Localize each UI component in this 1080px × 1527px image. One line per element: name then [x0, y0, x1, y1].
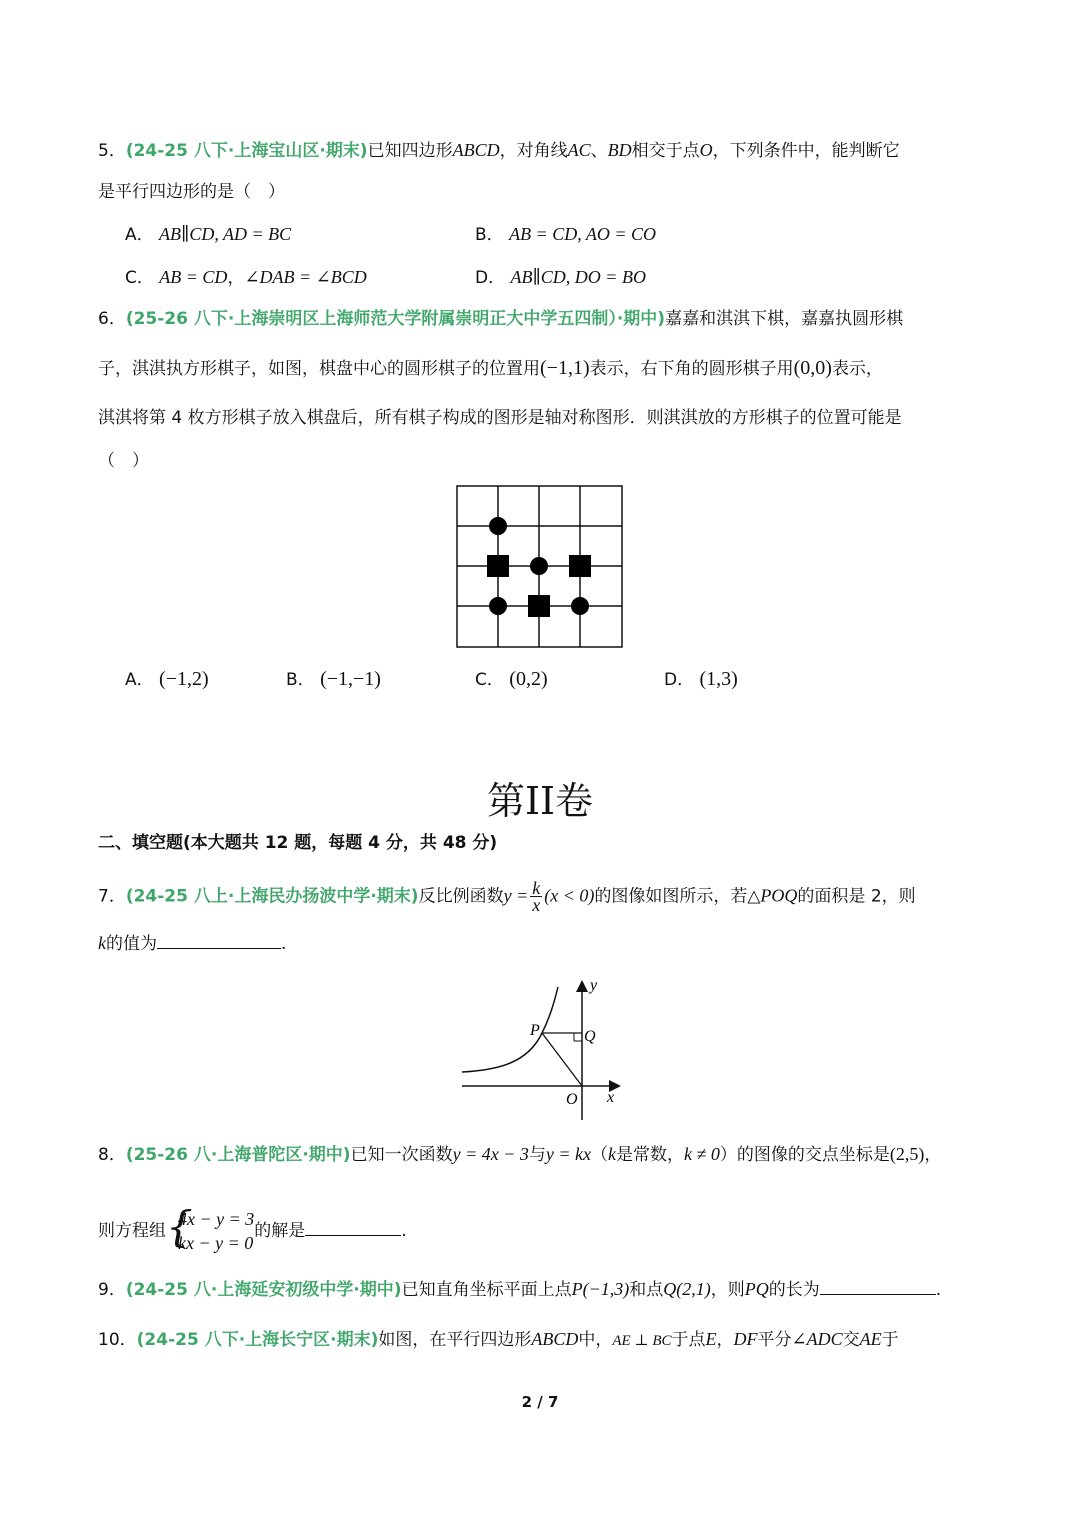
q8-k-nonzero: k ≠ 0: [683, 1144, 720, 1164]
q8-equation2: kx − y = 0: [178, 1233, 254, 1253]
square-piece: [569, 555, 591, 577]
option-label: D．: [475, 268, 506, 288]
q6-option-b[interactable]: [286, 668, 381, 691]
option-math: AB∥CD, AD = BC: [159, 224, 292, 244]
q8-equation1: 4x − y = 3: [178, 1209, 255, 1229]
q7-stem: 的图像如图所示，若△: [594, 886, 761, 907]
label-p: P: [530, 1022, 540, 1039]
option-math: (−1,2): [159, 668, 209, 690]
q10-stem: 如图，在平行四边形: [378, 1330, 532, 1350]
q8-period: .: [401, 1221, 407, 1241]
q5-stem: ，对角线: [499, 141, 568, 161]
q9-source: (24-25 八·上海延安初级中学·期中): [125, 1280, 402, 1300]
q5-option-b[interactable]: [475, 223, 656, 246]
q9-pq: PQ: [744, 1279, 769, 1299]
q6-stem: 嘉嘉和淇淇下棋，嘉嘉执圆形棋: [665, 309, 904, 329]
q7-line1: [98, 880, 916, 913]
option-comma: ，: [227, 268, 245, 288]
q6-coord-corner: (0,0): [793, 357, 832, 379]
q7-period: .: [281, 934, 287, 954]
q10-stem: 平分: [757, 1330, 792, 1350]
q9-stem: 的长为: [768, 1280, 820, 1300]
q7-source: (24-25 八上·上海民办扬波中学·期末): [125, 886, 419, 907]
q6-line3: 淇淇将第 4 枚方形棋子放入棋盘后，所有棋子构成的图形是轴对称图形．则淇淇放的方形棋子的位置可能是: [98, 408, 902, 428]
q5-line2: 是平行四边形的是（ ）: [98, 182, 285, 202]
q10-point-e: E: [705, 1329, 717, 1349]
q7-y-eq: y =: [503, 885, 529, 906]
q6-number: 6．: [98, 309, 126, 329]
option-math: ∠DAB = ∠BCD: [244, 267, 367, 287]
option-label: B．: [475, 225, 504, 245]
q9-stem: 已知直角坐标平面上点: [401, 1280, 572, 1300]
fraction-denominator: x: [532, 895, 541, 915]
round-piece: [571, 597, 589, 615]
q9-stem: ，则: [710, 1280, 745, 1300]
q6-option-a[interactable]: [125, 668, 209, 691]
q10-number: 10．: [98, 1330, 137, 1350]
q7-hyperbola-figure: [458, 975, 628, 1125]
label-y: y: [590, 977, 598, 994]
q8-line1: [98, 1143, 941, 1166]
label-x: x: [607, 1089, 615, 1106]
option-math: AB∥CD, DO = BO: [510, 267, 646, 287]
q8-stem: （: [590, 1145, 608, 1165]
q5-point-o: O: [699, 140, 713, 160]
square-piece: [487, 555, 509, 577]
square-piece: [528, 595, 550, 617]
option-label: A．: [125, 225, 154, 245]
q8-source: (25-26 八·上海普陀区·期中): [125, 1145, 351, 1165]
q9-point-p: P(−1,3): [571, 1279, 630, 1299]
option-math: (−1,−1): [320, 668, 381, 690]
q7-line2: [98, 932, 286, 955]
round-piece: [489, 517, 507, 535]
q9-stem: 和点: [629, 1280, 664, 1300]
option-label: C．: [475, 670, 504, 690]
q7-stem: 的面积是 2，则: [797, 886, 916, 907]
q10-source: (24-25 八下·上海长宁区·期末): [136, 1330, 379, 1350]
q10-stem: 中，: [578, 1330, 613, 1350]
fraction-numerator: k: [532, 878, 541, 898]
q5-bd: BD: [607, 140, 632, 160]
q10-ae: AE: [859, 1329, 882, 1349]
q9-number: 9．: [98, 1280, 126, 1300]
q5-stem: ，下列条件中，能判断它: [712, 141, 900, 161]
q6-line4: （ ）: [98, 451, 149, 471]
q8-stem: ，: [924, 1145, 942, 1165]
q8-function2: y = kx: [545, 1144, 591, 1164]
q8-stem: 则方程组: [98, 1221, 166, 1241]
option-math: (1,3): [699, 668, 738, 690]
q9-period: .: [935, 1280, 942, 1300]
q8-answer-blank[interactable]: [305, 1219, 401, 1236]
q5-option-a[interactable]: [125, 223, 291, 246]
q7-condition: (x < 0): [544, 885, 595, 906]
q6-stem: 表示，右下角的圆形棋子用: [589, 359, 794, 379]
q7-k: k: [98, 933, 106, 953]
q6-option-d[interactable]: [664, 668, 738, 691]
q10-angle: ∠ADC: [791, 1329, 843, 1349]
q5-sep: 、: [590, 141, 608, 161]
q7-fraction: [530, 880, 542, 913]
q10-stem: 交: [842, 1330, 860, 1350]
q7-answer-blank[interactable]: [157, 932, 281, 949]
option-label: A．: [125, 670, 154, 690]
round-piece: [530, 557, 548, 575]
option-math: (0,2): [509, 668, 548, 690]
q10-stem: ，: [716, 1330, 734, 1350]
option-label: D．: [664, 670, 695, 690]
q8-line2: [98, 1202, 407, 1255]
q7-number: 7．: [98, 886, 126, 907]
q6-line1: [98, 308, 903, 330]
q10-df: DF: [733, 1329, 758, 1349]
q5-number: 5．: [98, 141, 126, 161]
q5-option-c[interactable]: [125, 266, 367, 289]
q8-stem: 与: [528, 1145, 546, 1165]
option-math: AB = CD, AO = CO: [509, 224, 657, 244]
q9-answer-blank[interactable]: [820, 1278, 936, 1295]
round-piece: [489, 597, 507, 615]
q6-option-c[interactable]: [475, 668, 548, 691]
option-label: B．: [286, 670, 315, 690]
brace: {: [166, 1202, 193, 1251]
q5-source: (24-25 八下·上海宝山区·期末): [125, 141, 368, 161]
right-angle-mark: [574, 1033, 582, 1041]
q10-perpendicular: AE ⊥ BC: [612, 1333, 672, 1349]
q6-stem: 表示，: [831, 359, 883, 379]
q6-line2: [98, 357, 883, 380]
q8-stem: ）的图像的交点坐标是: [719, 1145, 890, 1165]
label-o: O: [566, 1091, 578, 1108]
section2-header: 二、填空题(本大题共 12 题，每题 4 分，共 48 分): [98, 833, 498, 853]
q5-stem: 已知四边形: [367, 141, 453, 161]
q6-source: (25-26 八下·上海崇明区上海师范大学附属崇明正大中学五四制）·期中): [125, 309, 666, 329]
option-label: C．: [125, 268, 154, 288]
q8-stem: 是常数，: [615, 1145, 684, 1165]
q8-stem: 的解是: [254, 1221, 306, 1241]
q8-stem: 已知一次函数: [350, 1145, 453, 1165]
q7-stem: 反比例函数: [418, 886, 504, 907]
q8-function1: y = 4x − 3: [452, 1144, 529, 1164]
q5-option-d[interactable]: [475, 266, 646, 289]
q10-abcd: ABCD: [531, 1329, 579, 1349]
q6-stem: 子，淇淇执方形棋子，如图，棋盘中心的圆形棋子的位置用: [98, 359, 540, 379]
q7-stem: 的值为: [106, 934, 157, 954]
page-number: 2 / 7: [521, 1393, 559, 1411]
option-math: AB = CD: [159, 267, 228, 287]
q5-stem: 相交于点: [631, 141, 700, 161]
label-q: Q: [584, 1028, 596, 1045]
q7-triangle: POQ: [760, 885, 798, 906]
q8-k: k: [607, 1144, 616, 1164]
q9-line: [98, 1278, 941, 1301]
q6-chessboard-figure: [456, 485, 624, 649]
q5-line1: [98, 139, 900, 162]
q9-point-q: Q(2,1): [663, 1279, 711, 1299]
section-title: 第II卷: [486, 779, 594, 823]
q5-ac: AC: [567, 140, 591, 160]
q8-equation-system: [166, 1202, 255, 1255]
q5-abcd: ABCD: [452, 140, 500, 160]
q10-line: [98, 1328, 899, 1352]
q10-stem: 于: [881, 1330, 899, 1350]
q8-number: 8．: [98, 1145, 126, 1165]
q6-coord-center: (−1,1): [540, 357, 590, 379]
q8-point: (2,5): [889, 1144, 925, 1164]
q10-stem: 于点: [671, 1330, 706, 1350]
hyperbola-curve: [462, 987, 558, 1072]
